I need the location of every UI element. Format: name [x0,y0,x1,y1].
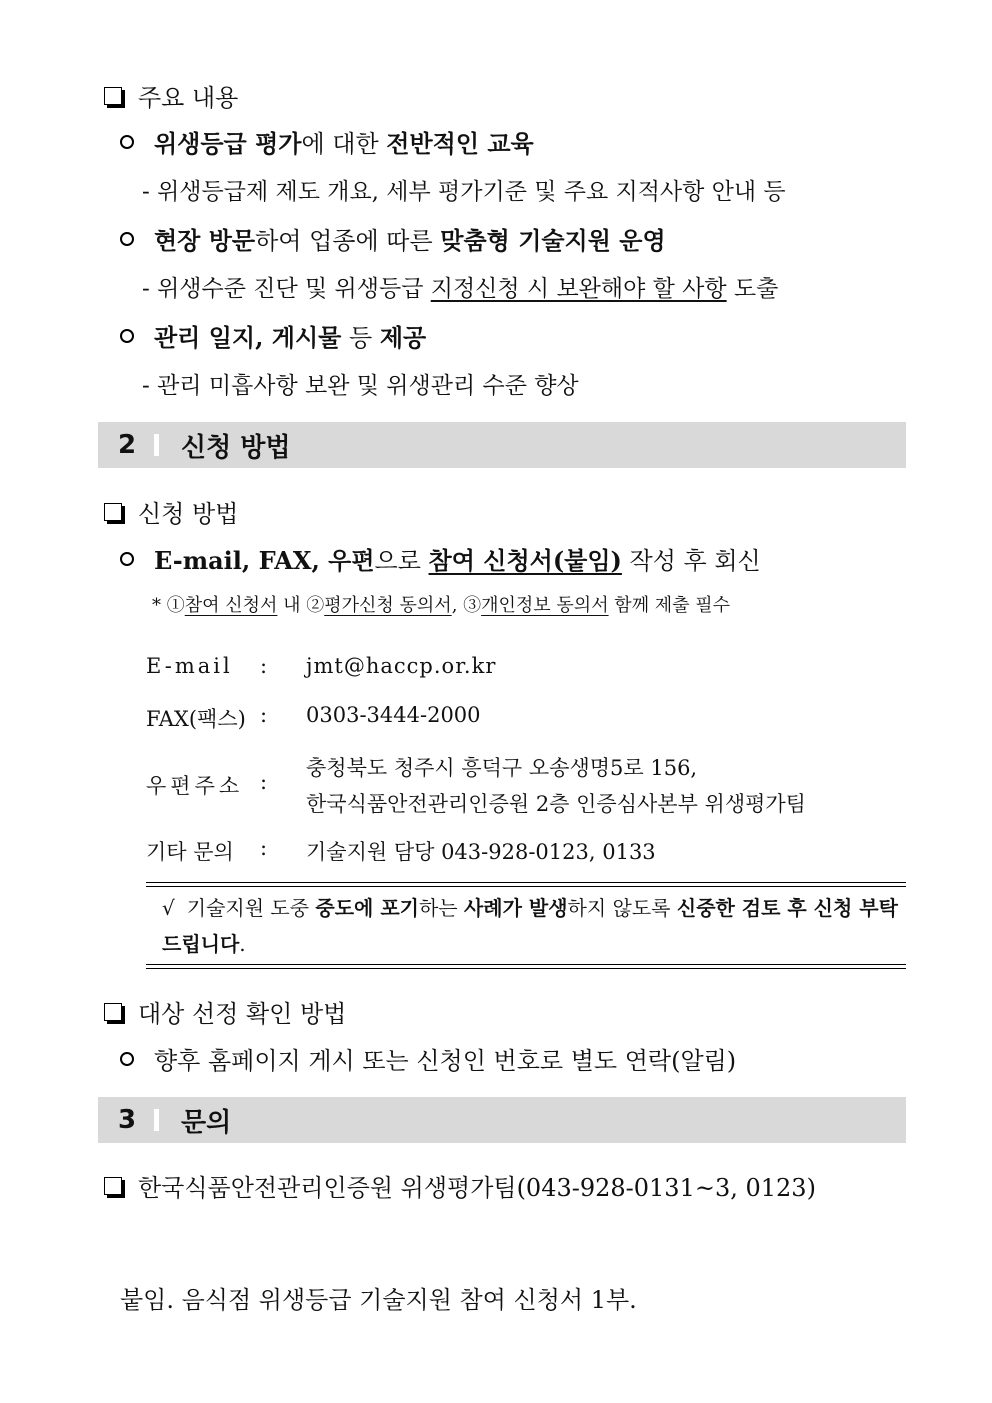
tech-support-phone: 기술지원 담당 043-928-0123, 0133 [306,840,656,864]
circle-bullet-icon [120,1052,134,1066]
sub-item-diagnosis: - 위생수준 진단 및 위생등급 지정신청 시 보완해야 할 사항 도출 [142,276,779,302]
item-notification: 향후 홈페이지 게시 또는 신청인 번호로 별도 연락(알림) [120,1041,736,1076]
heading-application-method: 신청 방법 [104,494,238,529]
circle-bullet-icon [120,135,134,149]
item-submission-channels: E-mail, FAX, 우편 으로 참여 신청서(붙임) 작성 후 회신 [120,541,761,576]
double-rule-top [146,882,906,887]
section-header-inquiry: 3 문의 [98,1097,906,1143]
square-bullet-icon [104,503,122,521]
item-site-visit: 현장 방문 하여 업종에 따른 맞춤형 기술지원 운영 [120,221,666,256]
sub-item-improvement: - 관리 미흡사항 보완 및 위생관리 수준 향상 [142,373,579,399]
fax-number: 0303-3444-2000 [306,703,481,727]
item-materials: 관리 일지, 게시물 등 제공 [120,318,426,353]
postal-address-line2: 한국식품안전관리인증원 2층 인증심사본부 위생평가팀 [306,792,806,816]
item-evaluation-education: 위생등급 평가 에 대한 전반적인 교육 [120,124,534,159]
section-divider-bar [154,434,159,456]
section-divider-bar [154,1109,159,1131]
checkmark-icon: √ [162,896,175,920]
email-address: jmt@haccp.or.kr [306,654,497,678]
double-rule-bottom [146,964,906,969]
circle-bullet-icon [120,329,134,343]
heading-main-content: 주요 내용 [104,78,238,113]
heading-selection-check: 대상 선정 확인 방법 [104,994,346,1029]
sub-item-overview: - 위생등급제 제도 개요, 세부 평가기준 및 주요 지적사항 안내 등 [142,179,786,205]
document-page: 주요 내용 위생등급 평가 에 대한 전반적인 교육 - 위생등급제 제도 개요, 세부 평가기준 및 주요 지적사항 안내 등 현장 방문 하여 업종에 따른 맞춤형 기술지원 운영 - 위생수준 진단 및 위생등급 지정신청 시 보완해야 할 사항 도출 관리 일지, 게시물 등 제공 - 관리 미흡사항 보완 및 위생관리 수준 향상 2 신청 방법 신청 방법 E-mail, FAX, 우편 으로 참여 신청서(붙임) 작성 후 회신 * ①참여 신청서 내 ②평가신청 동의서, ③개인정보 동의서 함께 제출 필수 E-mail : jmt@haccp.or.kr FAX(팩스) : 0303-3444-2000 우편주소 : 충청북도 청주시 흥덕구 오송생명5로 156, 한국식품안전관리인증원 2층 인증심사본부 위생평가팀 기타 문의 : 기술지원 담당 043-928-0123, 0133 √ 기술지원 도중 중도에 포기하는 사례가 발생하지 않도록 신중한 검토 후 신청 부탁드립니다. 대상 선정 확인 방법 향후 홈페이지 게시 또는 신청인 번호로 별도 연락(알림) 3 문의 한국식품안전관리인증원 위생평가팀(043-928-0131~3, 0123) 붙임. 음식점 위생등급 기술지원 참여 신청서 1부. [0,0,992,1403]
section-header-application: 2 신청 방법 [98,422,906,468]
postal-address-line1: 충청북도 청주시 흥덕구 오송생명5로 156, [306,756,698,780]
square-bullet-icon [104,1003,122,1021]
square-bullet-icon [104,1177,122,1195]
required-documents-note: * ①참여 신청서 내 ②평가신청 동의서, ③개인정보 동의서 함께 제출 필수 [152,595,731,616]
circle-bullet-icon [120,232,134,246]
circle-bullet-icon [120,552,134,566]
caution-notice: √ 기술지원 도중 중도에 포기하는 사례가 발생하지 않도록 신중한 검토 후 신청 부탁드립니다. [162,896,898,956]
inquiry-contact: 한국식품안전관리인증원 위생평가팀(043-928-0131~3, 0123) [104,1168,816,1203]
square-bullet-icon [104,87,122,105]
attachment-line: 붙임. 음식점 위생등급 기술지원 참여 신청서 1부. [120,1286,637,1314]
